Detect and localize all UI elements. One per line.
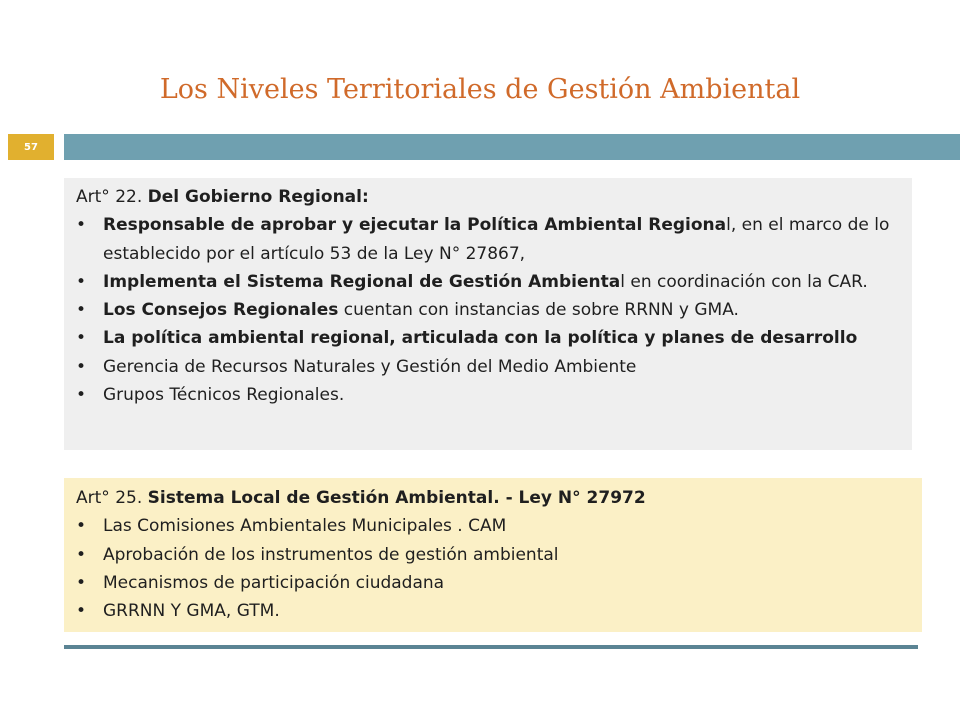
bullet-icon: • bbox=[76, 271, 87, 292]
section1-heading-prefix: Art° 22. bbox=[76, 187, 148, 207]
regional-government-box bbox=[64, 178, 912, 450]
bullet-text: Mecanismos de participación ciudadana bbox=[103, 572, 445, 593]
bullet-bold-text: La política ambiental regional, articulada con la política y planes de desarrollo bbox=[103, 328, 858, 349]
bullet-icon: • bbox=[76, 328, 87, 349]
list-item bbox=[76, 268, 900, 296]
bullet-text: l en coordinación con la CAR. bbox=[620, 271, 868, 292]
section1-heading bbox=[76, 183, 900, 211]
header-bar bbox=[64, 134, 960, 160]
list-item bbox=[76, 541, 910, 569]
bullet-text: cuentan con instancias de sobre RRNN y GMA. bbox=[338, 300, 739, 321]
list-item bbox=[76, 569, 910, 597]
bullet-icon: • bbox=[76, 215, 87, 236]
list-item bbox=[76, 296, 900, 324]
bullet-icon: • bbox=[76, 516, 87, 537]
bullet-icon: • bbox=[76, 385, 87, 406]
bullet-icon: • bbox=[76, 544, 87, 565]
list-item bbox=[76, 597, 910, 625]
list-item bbox=[76, 324, 900, 352]
bullet-icon: • bbox=[76, 601, 87, 622]
bullet-bold-text: Los Consejos Regionales bbox=[103, 300, 339, 321]
bullet-icon: • bbox=[76, 572, 87, 593]
bullet-bold-text: Responsable de aprobar y ejecutar la Política Ambiental Regiona bbox=[103, 215, 727, 236]
section2-heading-bold: Sistema Local de Gestión Ambiental. - Ley N° 27972 bbox=[147, 488, 646, 508]
list-item bbox=[76, 211, 900, 268]
section1-heading-bold: Del Gobierno Regional: bbox=[147, 187, 369, 207]
list-item bbox=[76, 512, 910, 540]
slide-number: 57 bbox=[8, 134, 54, 160]
section2-heading-prefix: Art° 25. bbox=[76, 488, 148, 508]
bullet-text: Aprobación de los instrumentos de gestión ambiental bbox=[103, 544, 559, 565]
list-item bbox=[76, 381, 900, 409]
bullet-text: l, en el marco de lo establecido por el artículo 53 de la Ley N° 27867, bbox=[103, 215, 890, 264]
section2-heading bbox=[76, 484, 910, 512]
bullet-text: Grupos Técnicos Regionales. bbox=[103, 385, 345, 406]
bullet-icon: • bbox=[76, 356, 87, 377]
slide-title: Los Niveles Territoriales de Gestión Ambiental bbox=[159, 74, 801, 105]
bullet-text: GRRNN Y GMA, GTM. bbox=[103, 601, 280, 622]
bullet-bold-text: Implementa el Sistema Regional de Gestión Ambienta bbox=[103, 271, 621, 292]
bullet-icon: • bbox=[76, 300, 87, 321]
local-system-box bbox=[64, 478, 922, 632]
bullet-text: Gerencia de Recursos Naturales y Gestión del Medio Ambiente bbox=[103, 356, 637, 377]
bullet-text: Las Comisiones Ambientales Municipales . CAM bbox=[103, 516, 507, 537]
bottom-divider bbox=[64, 645, 918, 649]
list-item bbox=[76, 353, 900, 381]
